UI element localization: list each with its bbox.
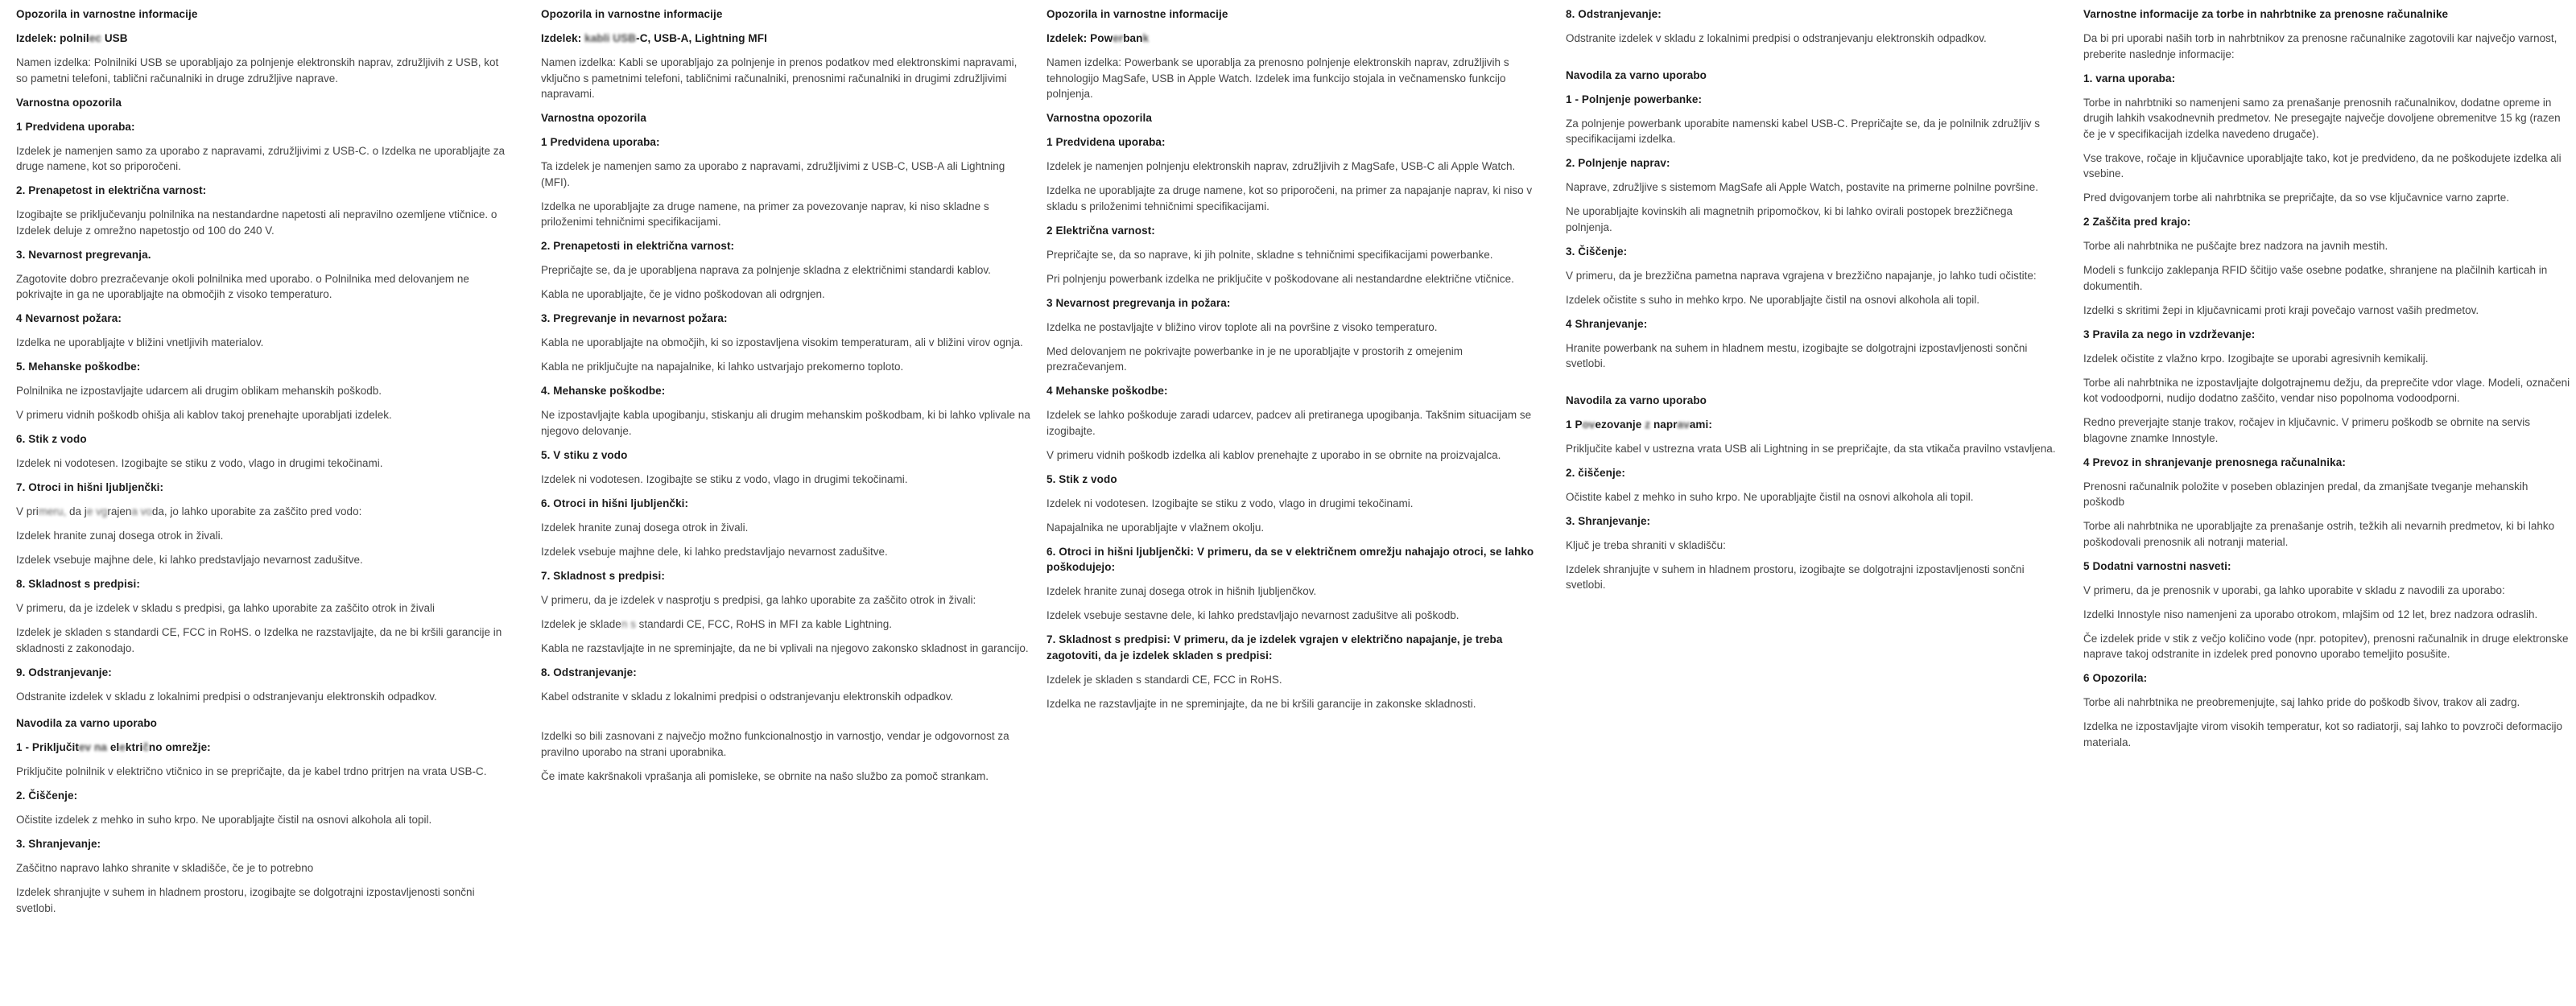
paragraph: Namen izdelka: Polnilniki USB se uporabljajo za polnjenje elektronskih naprav, združljivih z USB, kot so pametni telefoni, tablični računalniki in druge združljive naprave. (16, 56, 499, 85)
paragraph: Izdelek očistite s suho in mehko krpo. Ne uporabljajte čistil na osnovi alkohola ali topil. (1566, 293, 1980, 306)
blurred-text: er (1113, 32, 1124, 44)
paragraph: Izdelek shranjujte v suhem in hladnem prostoru, izogibajte se dolgotrajni izpostavljenosti sončni svetlobi. (16, 886, 475, 914)
blurred-text: ov (1582, 418, 1596, 431)
section-heading: 6. Otroci in hišni ljubljenčki: (541, 497, 689, 509)
paragraph: Izdelek je namenjen samo za uporabo z napravami, združljivimi z USB-C. o Izdelka ne uporabljajte za druge namene, kot so priporočeni. (16, 144, 506, 172)
blurred-text: e vg (86, 505, 108, 517)
paragraph: Izdelek je skladen s standardi CE, FCC in RoHS. o Izdelka ne razstavljajte, da ne bi kršili garancije in skladnosti z zakonodajo. (16, 626, 502, 654)
section-heading: 8. Odstranjevanje: (1566, 8, 1662, 20)
column-cables (541, 6, 1036, 793)
section-heading: Navodila za varno uporabo (1566, 68, 1707, 81)
section-heading: Navodila za varno uporabo (1566, 394, 1707, 406)
section-heading: 3. Nevarnost pregrevanja. (16, 248, 151, 261)
section-heading: 6. Otroci in hišni ljubljenčki: V primeru, da se v električnem omrežju nahajajo otroci, se lahko poškodujejo: (1046, 545, 1534, 573)
paragraph: Izdelek shranjujte v suhem in hladnem prostoru, izogibajte se dolgotrajni izpostavljenosti sončni svetlobi. (1566, 563, 2025, 591)
section-heading: 3. Shranjevanje: (1566, 514, 1651, 527)
paragraph: Izdelki s skritimi žepi in ključavnicami proti kraji povečajo varnost vaših predmetov. (2083, 303, 2479, 316)
paragraph: V primeru, da je brezžična pametna naprava vgrajena v brezžično napajanje, jo lahko tudi očistite: (1566, 269, 2037, 282)
paragraph: Izdelek hranite zunaj dosega otrok in hišnih ljubljenčkov. (1046, 585, 1317, 597)
paragraph: Polnilnika ne izpostavljajte udarcem ali drugim oblikam mehanskih poškodb. (16, 385, 382, 397)
paragraph: Kabla ne razstavljajte in ne spreminjajte, da ne bi vplivali na njegovo zakonsko skladnost in garancijo. (541, 641, 1029, 654)
section-heading: 5. Mehanske poškodbe: (16, 361, 141, 373)
section-heading: 1 Predvidena uporaba: (1046, 136, 1166, 148)
paragraph: Izdelka ne razstavljajte in ne spreminjajte, da ne bi kršili garancije in zakonske skladnosti. (1046, 697, 1476, 710)
paragraph: Ta izdelek je namenjen samo za uporabo z napravami, združljivimi z USB-C, USB-A ali Lightning (MFI). (541, 160, 1005, 188)
section-heading: Varnostne informacije za torbe in nahrbtnike za prenosne računalnike (2083, 8, 2449, 20)
section-heading: 3. Pregrevanje in nevarnost požara: (541, 312, 728, 324)
section-heading: 2. Čiščenje: (16, 790, 78, 802)
section-heading: 1 Povezovanje z napravami: (1566, 418, 1712, 431)
section-heading: 3 Nevarnost pregrevanja in požara: (1046, 296, 1231, 309)
section-heading: 4 Mehanske poškodbe: (1046, 385, 1168, 397)
paragraph: Izdelek očistite z vlažno krpo. Izogibajte se uporabi agresivnih kemikalij. (2083, 352, 2429, 365)
column-usb-charger (16, 6, 511, 925)
paragraph: Izdelek ni vodotesen. Izogibajte se stiku z vodo, vlago in drugimi tekočinami. (1046, 497, 1414, 509)
paragraph: Izdelek se lahko poškoduje zaradi udarcev, padcev ali pretiranega upogibanja. Takšnim situacijam se izogibajte. (1046, 409, 1532, 437)
section-heading: 2. čiščenje: (1566, 466, 1625, 479)
section-heading: Navodila za varno uporabo (16, 717, 158, 729)
section-heading: 8. Skladnost s predpisi: (16, 578, 140, 590)
paragraph: Izdelek vsebuje sestavne dele, ki lahko predstavljajo nevarnost zadušitve ali poškodb. (1046, 609, 1459, 621)
paragraph: Torbe ali nahrbtnika ne puščajte brez nadzora na javnih mestih. (2083, 240, 2388, 252)
paragraph: Izdelki Innostyle niso namenjeni za uporabo otrokom, mlajšim od 12 let, brez nadzora odraslih. (2083, 608, 2538, 621)
section-heading: Opozorila in varnostne informacije (541, 8, 723, 20)
paragraph: Modeli s funkcijo zaklepanja RFID ščitijo vaše osebne podatke, shranjene na plačilnih karticah in dokumentih. (2083, 264, 2548, 292)
paragraph: Ne izpostavljajte kabla upogibanju, stiskanju ali drugim mehanskim poškodbam, ki bi lahko vplivale na njegovo delovanje. (541, 409, 1030, 437)
section-heading: 3. Čiščenje: (1566, 245, 1628, 258)
paragraph: Izdelek vsebuje majhne dele, ki lahko predstavljajo nevarnost zadušitve. (541, 545, 888, 558)
section-heading: 1. varna uporaba: (2083, 72, 2176, 85)
section-heading: 4 Nevarnost požara: (16, 312, 122, 324)
paragraph: Zagotovite dobro prezračevanje okoli polnilnika med uporabo. o Polnilnika med delovanjem ne pokrivajte in ga ne uporabljajte na območjih z visoko temperaturo. (16, 272, 469, 300)
paragraph: Kabel odstranite v skladu z lokalnimi predpisi o odstranjevanju elektronskih odpadkov. (541, 690, 954, 703)
section-heading: 7. Skladnost s predpisi: (541, 569, 665, 582)
paragraph: Izdelka ne uporabljajte za druge namene, na primer za povezovanje naprav, ki niso skladne s priloženimi tehničnimi specifikacijami. (541, 200, 989, 228)
paragraph: Izdelek ni vodotesen. Izogibajte se stiku z vodo, vlago in drugimi tekočinami. (16, 457, 383, 469)
paragraph: Odstranite izdelek v skladu z lokalnimi predpisi o odstranjevanju elektronskih odpadkov. (1566, 32, 1987, 44)
blurred-text: n s (621, 617, 636, 630)
paragraph: Izdelek ni vodotesen. Izogibajte se stiku z vodo, vlago in drugimi tekočinami. (541, 472, 908, 485)
section-heading: 6 Opozorila: (2083, 672, 2148, 684)
paragraph: V primeru vidnih poškodb ohišja ali kablov takoj prenehajte uporabljati izdelek. (16, 409, 392, 421)
paragraph: Izdelka ne uporabljajte za druge namene, kot so priporočeni, na primer za napajanje naprav, ki niso v skladu s priloženimi tehničnimi specifikacijami. (1046, 184, 1533, 212)
paragraph: Kabla ne priključujte na napajalnike, ki lahko ustvarjajo prekomerno toploto. (541, 361, 904, 373)
section-heading: 2. Prenapetosti in električna varnost: (541, 240, 735, 252)
section-heading: Varnostna opozorila (16, 96, 122, 109)
paragraph: Prepričajte se, da je uporabljena naprava za polnjenje skladna z električnimi standardi kablov. (541, 264, 991, 276)
section-heading: 6. Stik z vodo (16, 433, 87, 445)
paragraph: Za polnjenje powerbank uporabite namenski kabel USB-C. Prepričajte se, da je polnilnik združljiv s specifikacijami izdelka. (1566, 117, 2041, 145)
paragraph: Izdelek hranite zunaj dosega otrok in živali. (541, 521, 749, 534)
paragraph: V primeru, da je prenosnik v uporabi, ga lahko uporabite v skladu z navodili za uporabo: (2083, 583, 2505, 596)
paragraph: Da bi pri uporabi naših torb in nahrbtnikov za prenosne računalnike zagotovili kar največjo varnost, preberite naslednje informacije: (2083, 32, 2557, 60)
section-heading: 1 Predvidena uporaba: (541, 136, 660, 148)
section-heading: 2. Polnjenje naprav: (1566, 157, 1670, 169)
blurred-text: e (119, 741, 126, 753)
blurred-text: av (1677, 418, 1690, 431)
section-heading: 8. Odstranjevanje: (541, 666, 637, 678)
section-heading: Opozorila in varnostne informacije (16, 8, 198, 20)
paragraph: Vse trakove, ročaje in ključavnice uporabljajte tako, kot je predvideno, da ne poškodujete izdelka ali vsebine. (2083, 151, 2562, 179)
paragraph: Izdelek hranite zunaj dosega otrok in živali. (16, 530, 224, 542)
paragraph: Izdelek je skladen s standardi CE, FCC in RoHS. (1046, 673, 1282, 686)
paragraph: Priključite kabel v ustrezna vrata USB ali Lightning in se prepričajte, da sta vtikača pravilno vstavljena. (1566, 442, 2056, 455)
paragraph: Torbe ali nahrbtnika ne izpostavljajte dolgotrajnemu dežju, da preprečite vdor vlage. Modeli, označeni kot vodoodporni, nudijo dodatno zaščito, vendar niso popolnoma vodoodporni. (2083, 376, 2570, 404)
paragraph: Med delovanjem ne pokrivajte powerbanke in je ne uporabljajte v prostorih z omejenim prezračevanjem. (1046, 344, 1463, 373)
paragraph: Prenosni računalnik položite v poseben oblazinjen predal, da zmanjšate tveganje mehanskih poškodb (2083, 480, 2529, 508)
blurred-text: ev na (78, 741, 110, 753)
section-heading: 1 Predvidena uporaba: (16, 120, 135, 133)
blurred-text: ec (89, 32, 101, 44)
section-heading: Izdelek: kabli USB-C, USB-A, Lightning MFI (541, 32, 767, 44)
blurred-text: meru, (38, 505, 67, 517)
paragraph: Prepričajte se, da so naprave, ki jih polnite, skladne s tehničnimi specifikacijami powerbanke. (1046, 248, 1493, 261)
paragraph: Izdelka ne uporabljajte v bližini vnetljivih materialov. (16, 336, 264, 348)
paragraph: Torbe ali nahrbtnika ne preobremenjujte, saj lahko pride do poškodb šivov, trakov ali zadrg. (2083, 696, 2520, 708)
blurred-text: č (142, 741, 149, 753)
blurred-text: k (1142, 32, 1150, 44)
paragraph: Izdelek je namenjen polnjenju elektronskih naprav, združljivih z MagSafe, USB-C ali Apple Watch. (1046, 160, 1516, 172)
paragraph: Če izdelek pride v stik z večjo količino vode (npr. potopitev), prenosni računalnik in druge elektronske naprave takoj odstranite in izdelek pred ponovno uporabo temeljito posušite. (2083, 632, 2569, 660)
paragraph: Hranite powerbank na suhem in hladnem mestu, izogibajte se dolgotrajni izpostavljenosti sončni svetlobi. (1566, 341, 2028, 369)
paragraph: V primeru, da je izdelek v skladu s predpisi, ga lahko uporabite za zaščito otrok in živali (16, 602, 436, 614)
section-heading: Varnostna opozorila (1046, 112, 1152, 124)
section-heading: 4 Prevoz in shranjevanje prenosnega računalnika: (2083, 456, 2346, 468)
paragraph: Ključ je treba shraniti v skladišču: (1566, 538, 1726, 551)
paragraph: Izdelka ne izpostavljajte virom visokih temperatur, kot so radiatorji, saj lahko to povzroči deformacijo materiala. (2083, 720, 2563, 748)
paragraph: Izdelki so bili zasnovani z največjo možno funkcionalnostjo in varnostjo, vendar je odgovornost za pravilno uporabo na strani uporabnika. (541, 730, 1009, 758)
paragraph: Pred dvigovanjem torbe ali nahrbtnika se prepričajte, da so vse ključavnice varno zaprte. (2083, 192, 2510, 204)
blurred-text: kabli USB (584, 32, 637, 44)
paragraph: Izogibajte se priključevanju polnilnika na nestandardne napetosti ali nepravilno ozemljene vtičnice. o Izdelek deluje z omrežno napetostjo od 100 do 240 V. (16, 208, 497, 237)
paragraph: Namen izdelka: Powerbank se uporablja za prenosno polnjenje elektronskih naprav, združljivih s tehnologijo MagSafe, USB in Apple Watch. Izdelek ima funkcijo stojala in večnamensko funkcijo polnjenja. (1046, 56, 1509, 100)
paragraph: V primeru, da je izdelek v nasprotju s predpisi, ga lahko uporabite za zaščito otrok in živali: (541, 593, 976, 606)
section-heading: Varnostna opozorila (541, 112, 646, 124)
section-heading: 1 - Polnjenje powerbanke: (1566, 93, 1703, 105)
section-heading: Opozorila in varnostne informacije (1046, 8, 1228, 20)
paragraph: Izdelek vsebuje majhne dele, ki lahko predstavljajo nevarnost zadušitve. (16, 554, 363, 566)
section-heading: 5 Dodatni varnostni nasveti: (2083, 559, 2231, 572)
paragraph: Naprave, združljive s sistemom MagSafe ali Apple Watch, postavite na primerne polnilne površine. (1566, 181, 2039, 193)
section-heading: Izdelek: polnilec USB (16, 32, 128, 44)
paragraph: Torbe ali nahrbtnika ne uporabljajte za prenašanje ostrih, težkih ali nevarnih predmetov, ki bi lahko poškodovali prenosnik ali notranji material. (2083, 520, 2555, 548)
paragraph: Kabla ne uporabljajte, če je vidno poškodovan ali odrgnjen. (541, 288, 825, 300)
column-powerbank-instructions (1566, 6, 2061, 601)
column-laptop-bags (2083, 6, 2570, 759)
paragraph: Izdelka ne postavljajte v bližino virov toplote ali na površine z visoko temperaturo. (1046, 320, 1438, 333)
section-heading: 7. Skladnost s predpisi: V primeru, da je izdelek vgrajen v električno napajanje, je treba zagotoviti, da je izdelek skladen s predpisi: (1046, 633, 1503, 662)
section-heading: 2. Prenapetost in električna varnost: (16, 184, 207, 196)
paragraph: Redno preverjajte stanje trakov, ročajev in ključavnic. V primeru poškodb se obrnite na servis blagovne znamke Innostyle. (2083, 416, 2531, 444)
paragraph: V primeru, da je vgrajena voda, jo lahko uporabite za zaščito pred vodo: (16, 505, 362, 517)
blurred-text: a vo (131, 505, 152, 517)
section-heading: 2 Električna varnost: (1046, 224, 1155, 237)
paragraph: Kabla ne uporabljajte na območjih, ki so izpostavljena visokim temperaturam, ali v bližini virov ognja. (541, 336, 1023, 348)
section-heading: Izdelek: Powerbank (1046, 32, 1150, 44)
section-heading: 3. Shranjevanje: (16, 838, 101, 850)
blurred-text: z (1645, 418, 1651, 431)
section-heading: 5. V stiku z vodo (541, 448, 628, 461)
paragraph: Zaščitno napravo lahko shranite v skladišče, če je to potrebno (16, 862, 314, 874)
paragraph: Torbe in nahrbtniki so namenjeni samo za prenašanje prenosnih računalnikov, dodatne opreme in drugih lahkih vsakodnevnih predmetov. Ne presegajte največje dovoljene obremenitve 15 kg (razen če je v specifikacijah izdelka navedeno drugače). (2083, 96, 2561, 140)
section-heading: 4. Mehanske poškodbe: (541, 385, 666, 397)
paragraph: Če imate kakršnakoli vprašanja ali pomisleke, se obrnite na našo službo za pomoč strankam. (541, 769, 989, 782)
paragraph: Ne uporabljajte kovinskih ali magnetnih pripomočkov, ki bi lahko ovirali postopek brezžičnega polnjenja. (1566, 205, 2013, 233)
paragraph: Namen izdelka: Kabli se uporabljajo za polnjenje in prenos podatkov med elektronskimi napravami, vključno s pametnimi telefoni, tabličnimi računalniki, prenosnimi računalniki in drugimi združljivimi napravami. (541, 56, 1018, 100)
paragraph: Odstranite izdelek v skladu z lokalnimi predpisi o odstranjevanju elektronskih odpadkov. (16, 690, 437, 703)
column-powerbank (1046, 6, 1542, 720)
paragraph: Priključite polnilnik v električno vtičnico in se prepričajte, da je kabel trdno pritrjen na vrata USB-C. (16, 765, 487, 777)
paragraph: Pri polnjenju powerbank izdelka ne priključite v poškodovane ali nestandardne električne vtičnice. (1046, 272, 1514, 285)
paragraph: Očistite izdelek z mehko in suho krpo. Ne uporabljajte čistil na osnovi alkohola ali topil. (16, 814, 432, 826)
section-heading: 1 - Priključitev na električno omrežje: (16, 741, 211, 753)
section-heading: 5. Stik z vodo (1046, 472, 1117, 485)
paragraph: Očistite kabel z mehko in suho krpo. Ne uporabljajte čistil na osnovi alkohola ali topil. (1566, 490, 1974, 503)
section-heading: 3 Pravila za nego in vzdrževanje: (2083, 328, 2256, 340)
paragraph: Izdelek je skladen s standardi CE, FCC, RoHS in MFI za kable Lightning. (541, 617, 892, 630)
section-heading: 4 Shranjevanje: (1566, 317, 1648, 330)
section-heading: 9. Odstranjevanje: (16, 666, 112, 678)
paragraph: Napajalnika ne uporabljajte v vlažnem okolju. (1046, 521, 1265, 534)
paragraph: V primeru vidnih poškodb izdelka ali kablov prenehajte z uporabo in se obrnite na proizvajalca. (1046, 448, 1501, 461)
section-heading: 2 Zaščita pred krajo: (2083, 216, 2191, 228)
section-heading: 7. Otroci in hišni ljubljenčki: (16, 481, 164, 493)
